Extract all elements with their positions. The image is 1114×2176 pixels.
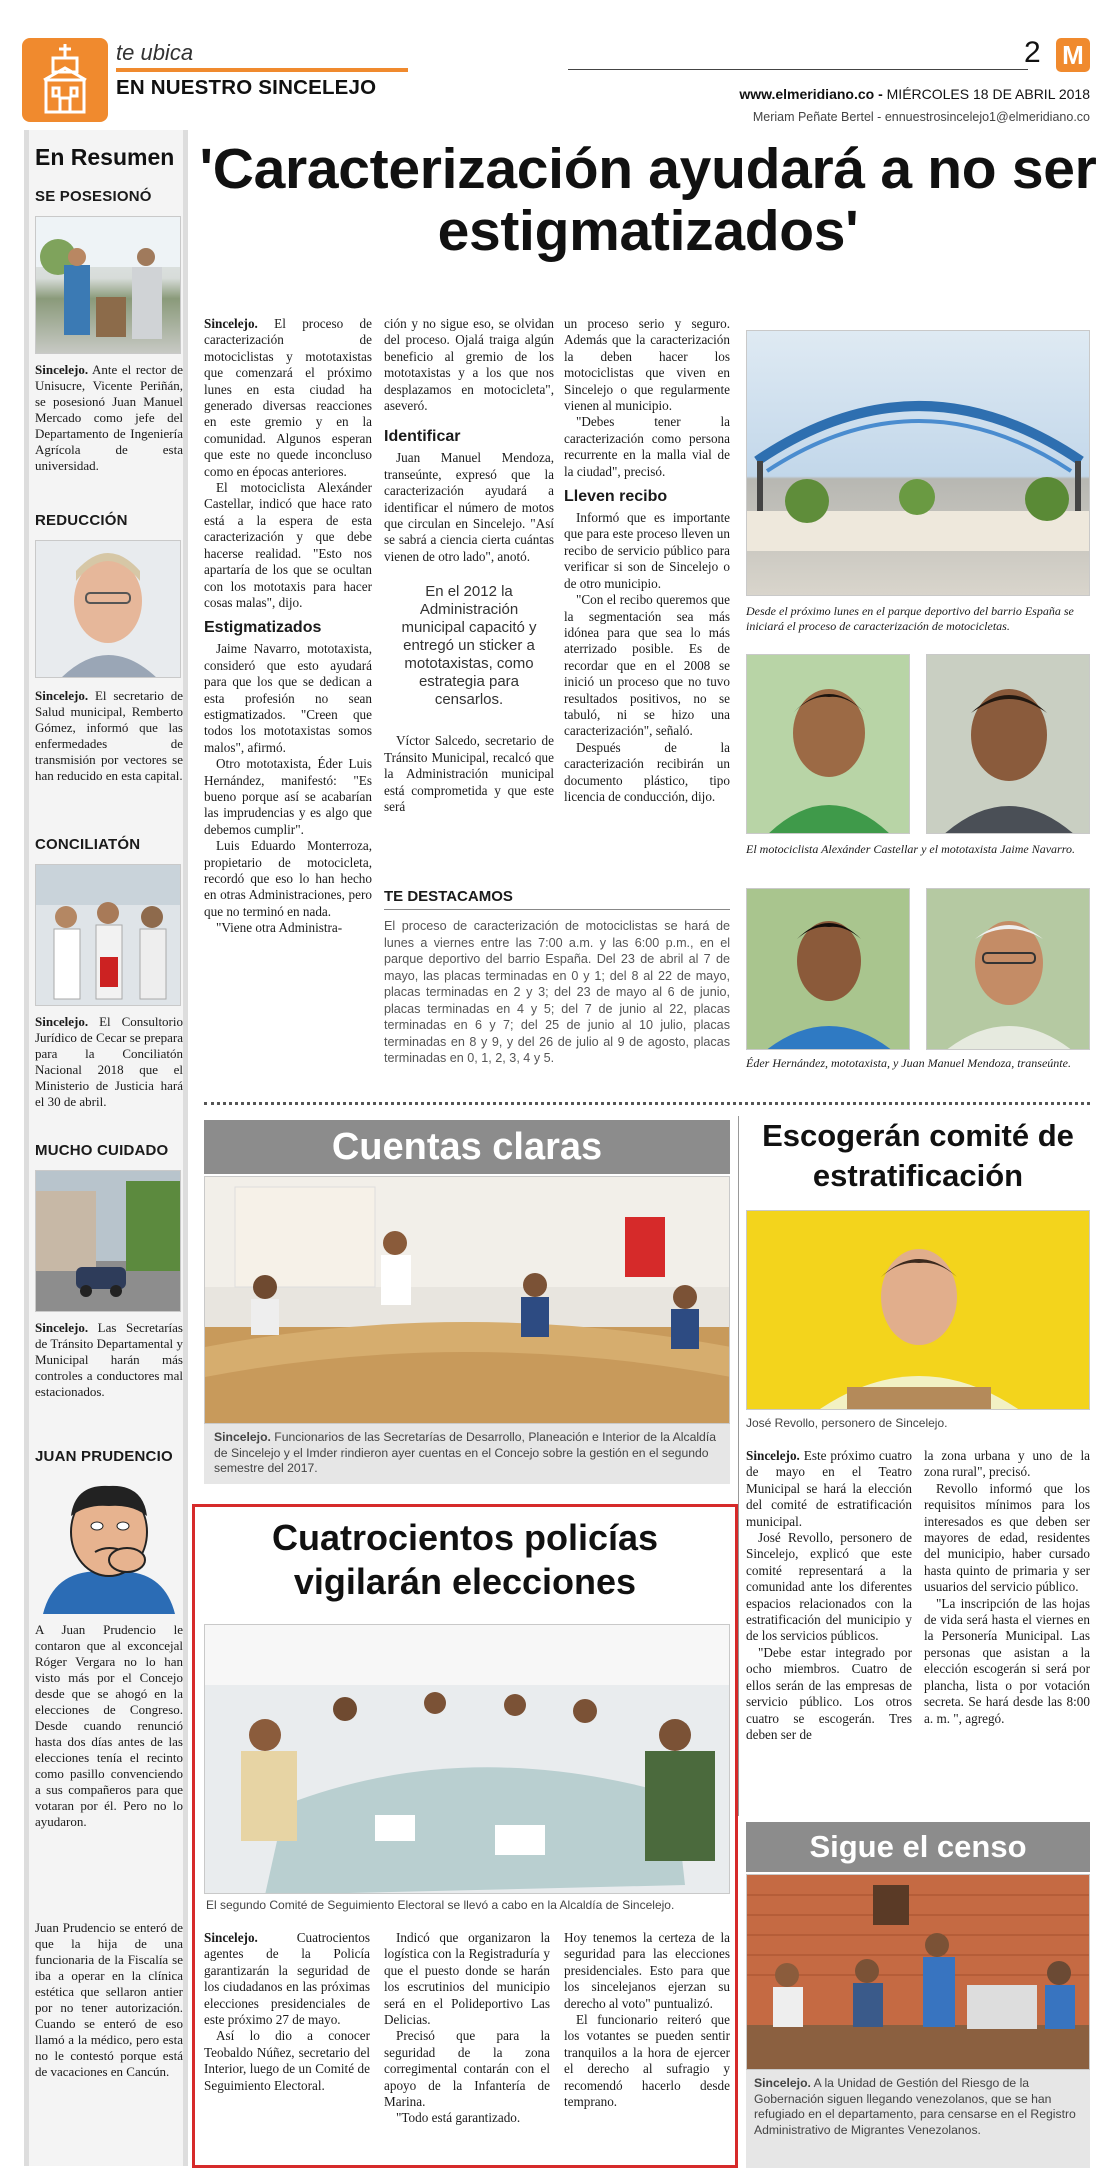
paragraph: "Debes tener la caracterización como persona recurrente en la malla vial de la ciudad", precisó. <box>564 414 730 479</box>
header-rule <box>568 69 1028 70</box>
subheading: Lleven recibo <box>564 488 668 506</box>
sidebar-heading: CONCILIATÓN <box>35 836 141 853</box>
logo-letter: M <box>1062 40 1084 70</box>
paragraph: Informó que es importante que para este proceso lleven un recibo de servicio público para verificar si son de Sincelejo o de otro municipio. <box>564 510 730 591</box>
sidebar-heading: REDUCCIÓN <box>35 512 128 529</box>
paragraph: José Revollo, personero de Sincelejo, explicó que este comité representará a la comunidad ante los diferentes espacios relacionados con la estratificación del municipio y de los servicios públicos. <box>746 1530 912 1644</box>
section-divider <box>204 1102 1090 1105</box>
portrait-photo <box>746 654 910 834</box>
meeting-photo <box>204 1624 730 1894</box>
box-text: El proceso de caracterización de motociclistas se hará de lunes a viernes entre las 7:00 a.m. y las 6:00 p.m., en el parque deportivo del barrio España. Del 23 de abril al 7 de mayo, las placas terminadas en 0 y 1; del 8 al 22 de mayo, placas terminadas en 2 y 3; del 23 de mayo al 6 de junio, placas terminadas en 4 y 5; del 7 de junio al 22, placas terminadas en 6 y 7; del 25 de junio al 10 julio, placas terminadas en 8 y 9, y del 26 de julio al 9 de agosto, placas terminadas en 0, 1, 2, 3, 4 y 5. <box>384 919 730 1065</box>
paragraph: Así lo dio a conocer Teobaldo Núñez, secretario del Interior, luego de un Comité de Seguimiento Electoral. <box>204 2028 370 2093</box>
sidebar-photo <box>35 864 181 1006</box>
comite-column-2 <box>924 1448 1090 1727</box>
paragraph: ción y no sigue eso, se olvidan del proceso. Ojalá traiga algún beneficio al gremio de los mototaxistas y a los que nos desplazamos en motocicleta", aseveró. <box>384 316 554 414</box>
sidebar-text-2: Juan Prudencio se enteró de que la hija de una funcionaria de la Fiscalía se iba a operar en la clínica estética que sellaron antier por no tener autorización. Cuando se enteró de eso llamó a la médico, pero esta no le contestó porque está de vacaciones en Cancún. <box>35 1920 183 2079</box>
censo-caption-box <box>746 2070 1090 2168</box>
photo-caption: El motociclista Alexánder Castellar y el mototaxista Jaime Navarro. <box>746 842 1075 856</box>
column-rule <box>738 1116 739 1816</box>
paragraph: "Viene otra Administra- <box>216 920 343 936</box>
paragraph: Víctor Salcedo, secretario de Tránsito Municipal, recalcó que la Administración municipal está comprometida y que este será <box>384 733 554 814</box>
paragraph: Precisó que para la seguridad de la zona corregimental contarán con el apoyo de la Infantería de Marina. <box>384 2028 550 2110</box>
article-column-1 <box>204 316 372 937</box>
site-url[interactable]: www.elmeridiano.co - <box>739 86 883 102</box>
highlight-box <box>384 888 730 1067</box>
policias-column-1 <box>204 1930 370 2094</box>
subheading: Estigmatizados <box>204 619 322 637</box>
paragraph: Después de la caracterización recibirán un documento plástico, tipo licencia de conducción, dijo. <box>564 739 730 804</box>
personero-photo <box>746 1210 1090 1410</box>
section-logo <box>22 38 108 122</box>
comite-column-1 <box>746 1448 912 1743</box>
article-column-2 <box>384 316 554 815</box>
paragraph: Sincelejo. Este próximo cuatro de mayo en el Teatro Municipal se hará la elección del comité de estratificación municipal. <box>746 1448 912 1529</box>
main-headline: 'Caracterización ayudará a no ser estigmatizados' <box>199 137 1097 263</box>
paragraph: la zona urbana y uno de la zona rural", precisó. <box>924 1448 1090 1480</box>
sidebar-photo <box>35 540 181 678</box>
paragraph: "La inscripción de las hojas de vida será hasta el viernes en la Personería Municipal. Las personas que asistan a la elección escogerán si será por plancha, lista o por votación secreta. Se hará desde las 8:00 a. m. ", agregó. <box>924 1595 1090 1726</box>
sidebar-heading: MUCHO CUIDADO <box>35 1142 169 1159</box>
paragraph: "Debe estar integrado por ocho miembros. Cuatro de ellos serán de las empresas de servicio público. Los otros cuatro se escogerán. Tres deben ser de <box>746 1644 912 1742</box>
author-line: Meriam Peñate Bertel - ennuestrosincelejo1@elmeridiano.co <box>752 110 1090 124</box>
portrait-photo <box>746 888 910 1050</box>
section-small: te ubica <box>116 40 194 65</box>
cuentas-caption-box <box>204 1424 730 1484</box>
censo-title: Sigue el censo <box>809 1829 1027 1864</box>
stadium-photo <box>746 330 1090 596</box>
article-column-3 <box>564 316 730 805</box>
paragraph: Hoy tenemos la certeza de la seguridad para las elecciones presidenciales. Esto para que los sincelejanos ejerzan su derecho al voto" puntualizó. <box>564 1930 730 2011</box>
sidebar-heading: JUAN PRUDENCIO <box>35 1448 173 1465</box>
paragraph: El motociclista Alexánder Castellar, indicó que hace rato está a la espera de esta caracterización y que debe hacerse realidad. "Esto nos apartaría de los que se ocultan con los mototaxis para hacer cosas malas", dijo. <box>204 480 372 610</box>
policias-column-3 <box>564 1930 730 2110</box>
policias-column-2 <box>384 1930 550 2127</box>
paragraph: un proceso serio y seguro. Además que la caracterización la deben hacer los motociclistas que viven en Sincelejo o que regularmente vienen al municipio. <box>564 316 730 414</box>
cuentas-caption: Sincelejo. Funcionarios de las Secretarías de Desarrollo, Planeación e Interior de la Alcaldía de Sincelejo y el Imder rindieron ayer cuentas en el Concejo sobre la gestión en el segundo semestre del 2017. <box>214 1430 716 1475</box>
portrait-photo <box>926 654 1090 834</box>
council-photo <box>204 1176 730 1424</box>
edition-date: MIÉRCOLES 18 DE ABRIL 2018 <box>886 86 1090 102</box>
sidebar-title: En Resumen <box>35 144 175 170</box>
comite-headline: Escogerán comité de estratificación <box>762 1118 1074 1193</box>
sidebar-text: Sincelejo. Las Secretarías de Tránsito Departamental y Municipal harán más controles a conductores mal estacionados. <box>35 1320 183 1399</box>
sidebar-photo <box>35 216 181 354</box>
cartoon-illustration <box>35 1476 183 1614</box>
portrait-photo <box>926 888 1090 1050</box>
paragraph: Juan Manuel Mendoza, transeúnte, expresó que la caracterización ayudará a identificar el número de motos que circulan en Sincelejo. "Así se sabrá a ciencia cierta cuántas vienen de otro lado", anotó. <box>384 450 554 564</box>
photo-caption: Desde el próximo lunes en el parque deportivo del barrio España se iniciará el proceso de caracterización de motocicletas. <box>746 604 1074 633</box>
paragraph: "Con el recibo queremos que la segmentación sea más idónea para que sea lo más aterrizado posible. Es de recordar que en el 2008 se inició un proceso que no tuvo resultados positivos, no se tabuló, ni se hizo una caracterización", señaló. <box>564 592 730 739</box>
page-number: 2 <box>1024 36 1041 69</box>
paragraph: Revollo informó que los requisitos mínimos para los interesados es que deben ser mayores de edad, residentes del municipio, haber cursado hasta quinto de primaria y ser usuarios del servicio público. <box>924 1480 1090 1595</box>
date-line <box>739 86 1090 102</box>
pull-quote: En el 2012 la Administración municipal capacitó y entregó un sticker a mototaxistas, como estrategia para censarlos. <box>401 583 537 709</box>
sidebar-text: A Juan Prudencio le contaron que al exconcejal Róger Vergara no lo han visto más por el Concejo desde que se ahogó en la elecciones de Congreso. Desde cuando renunció hasta dos días antes de las elecciones tenía el recinto como pasillo convenciendo a sus compañeros para que votaran por él. Pero no lo ayudaron. <box>35 1622 183 1829</box>
sidebar <box>24 130 188 2166</box>
sidebar-text: Sincelejo. El secretario de Salud municipal, Remberto Gómez, informó que las enfermedades de transmisión por vectores se han reducido en esta capital. <box>35 688 183 783</box>
section-big: EN NUESTRO SINCELEJO <box>116 76 377 99</box>
paragraph: El funcionario reiteró que los votantes se pueden sentir tranquilos a la hora de ejercer el derecho al sufragio y recomendó hacerlo desde temprano. <box>564 2012 730 2110</box>
paragraph: Jaime Navarro, mototaxista, consideró que esto ayudará para que los que se dedican a esta profesión no sean estigmatizados. "Creen que todos los mototaxistas somos malos", afirmó. <box>204 641 372 755</box>
box-title: TE DESTACAMOS <box>384 888 730 910</box>
cuentas-banner <box>204 1120 730 1174</box>
section-rule <box>116 68 408 72</box>
censo-banner <box>746 1822 1090 1872</box>
paragraph: Luis Eduardo Monterroza, propietario de motocicleta, recordó que eso lo han hecho en otras Administraciones, pero que no terminó en nada. <box>204 838 372 919</box>
sidebar-photo <box>35 1170 181 1312</box>
brand-logo <box>1056 38 1090 72</box>
sidebar-text: Sincelejo. El Consultorio Jurídico de Cecar se prepara para la Conciliatón Nacional 2018 que el Ministerio de Justicia hará el 30 de abril. <box>35 1014 183 1109</box>
comite-photo-caption: José Revollo, personero de Sincelejo. <box>746 1416 948 1430</box>
church-icon <box>22 38 108 122</box>
policias-photo-caption: El segundo Comité de Seguimiento Electoral se llevó a cabo en la Alcaldía de Sincelejo. <box>206 1898 675 1912</box>
cuentas-title: Cuentas claras <box>331 1126 603 1168</box>
paragraph: Otro mototaxista, Éder Luis Hernández, manifestó: "Es bueno porque así se acabarían las imprudencias y es algo que debemos cumplir". <box>204 756 372 837</box>
subheading: Identificar <box>384 428 461 446</box>
paragraph: "Todo está garantizado. <box>396 2110 521 2126</box>
paragraph: Sincelejo. El proceso de caracterización de motociclistas y mototaxistas que comenzará el próximo lunes en esta ciudad ha generado diversas reacciones en este gremio y en la comunidad. Algunos esperan que este no quede inconcluso como en épocas anteriores. <box>204 316 372 479</box>
paragraph: Indicó que organizaron la logística con la Registraduría y que el puesto donde se harán los escrutinios del municipio será en el Polideportivo Las Delicias. <box>384 1930 550 2028</box>
censo-caption: Sincelejo. A la Unidad de Gestión del Riesgo de la Gobernación siguen llegando venezolanos, que se han refugiado en el departamento, para censarse en el Registro Administrativo de Migrantes Venezolanos. <box>754 2076 1076 2137</box>
census-photo <box>746 1874 1090 2070</box>
policias-headline: Cuatrocientos policías vigilarán elecciones <box>271 1517 659 1602</box>
sidebar-heading: SE POSESIONÓ <box>35 188 152 205</box>
sidebar-text: Sincelejo. Ante el rector de Unisucre, Vicente Periñán, se posesionó Juan Manuel Mercado como jefe del Departamento de Ingeniería Agrícola de esta universidad. <box>35 362 183 473</box>
paragraph: Sincelejo. Cuatrocientos agentes de la Policía garantizarán la seguridad de los ciudadanos en las próximas elecciones presidenciales de este próximo 27 de mayo. <box>204 1930 370 2028</box>
photo-caption: Éder Hernández, mototaxista, y Juan Manuel Mendoza, transeúnte. <box>746 1056 1071 1070</box>
